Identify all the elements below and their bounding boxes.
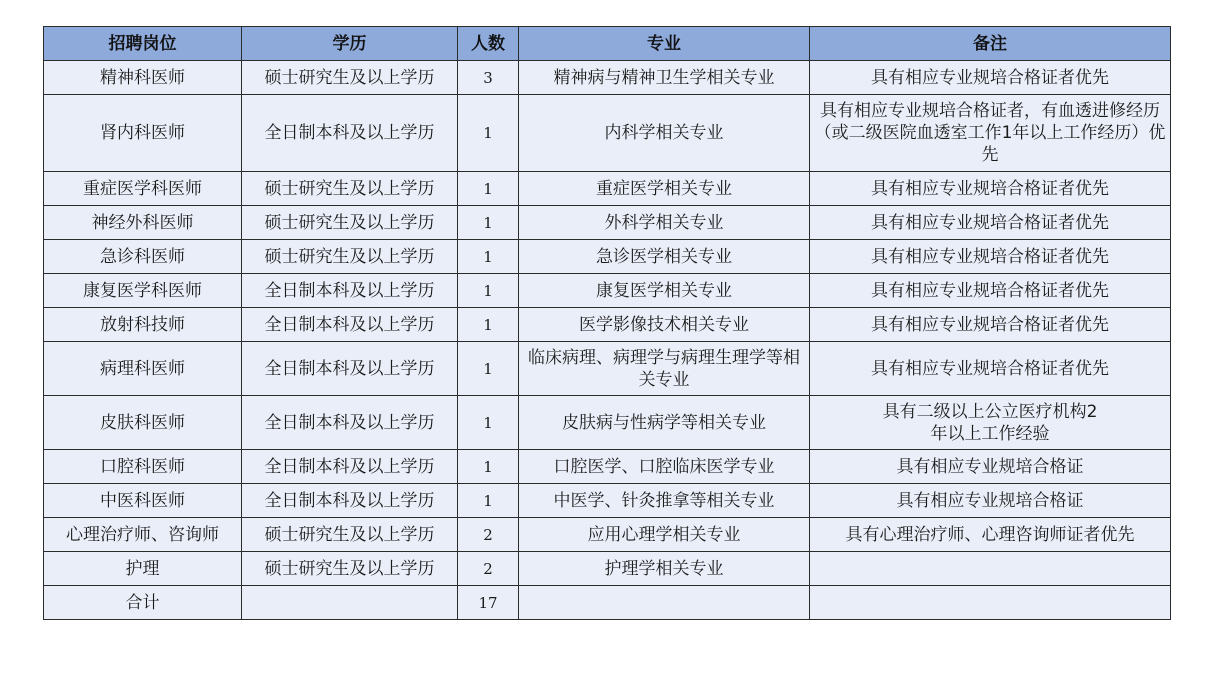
cell-count: 1 [458, 172, 519, 206]
table-row [44, 308, 1171, 342]
cell-count: 3 [458, 61, 519, 95]
cell-position: 康复医学科医师 [44, 274, 242, 308]
cell-total-label: 合计 [44, 586, 242, 620]
cell-position: 神经外科医师 [44, 206, 242, 240]
cell-major: 应用心理学相关专业 [519, 518, 810, 552]
cell-note [810, 586, 1171, 620]
table-row [44, 552, 1171, 586]
cell-education: 全日制本科及以上学历 [242, 274, 458, 308]
cell-major: 康复医学相关专业 [519, 274, 810, 308]
cell-note: 具有相应专业规培合格证者优先 [810, 206, 1171, 240]
cell-count: 1 [458, 240, 519, 274]
cell-major: 临床病理、病理学与病理生理学等相关专业 [519, 342, 810, 396]
cell-note: 具有相应专业规培合格证者优先 [810, 342, 1171, 396]
header-count: 人数 [458, 27, 519, 61]
table-row [44, 450, 1171, 484]
cell-position: 肾内科医师 [44, 95, 242, 172]
cell-major: 护理学相关专业 [519, 552, 810, 586]
cell-count: 2 [458, 518, 519, 552]
cell-position: 口腔科医师 [44, 450, 242, 484]
table-row [44, 396, 1171, 450]
header-note: 备注 [810, 27, 1171, 61]
cell-position: 心理治疗师、咨询师 [44, 518, 242, 552]
table-row [44, 240, 1171, 274]
header-major: 专业 [519, 27, 810, 61]
cell-major: 精神病与精神卫生学相关专业 [519, 61, 810, 95]
cell-note: 具有相应专业规培合格证者优先 [810, 61, 1171, 95]
cell-position: 精神科医师 [44, 61, 242, 95]
cell-position: 急诊科医师 [44, 240, 242, 274]
cell-education: 全日制本科及以上学历 [242, 396, 458, 450]
cell-note: 具有相应专业规培合格证 [810, 484, 1171, 518]
cell-education: 全日制本科及以上学历 [242, 342, 458, 396]
cell-education: 硕士研究生及以上学历 [242, 552, 458, 586]
cell-note: 具有相应专业规培合格证者优先 [810, 274, 1171, 308]
cell-major: 急诊医学相关专业 [519, 240, 810, 274]
cell-major: 重症医学相关专业 [519, 172, 810, 206]
cell-major: 内科学相关专业 [519, 95, 810, 172]
cell-major: 口腔医学、口腔临床医学专业 [519, 450, 810, 484]
cell-major [519, 586, 810, 620]
table-row [44, 61, 1171, 95]
cell-education: 硕士研究生及以上学历 [242, 61, 458, 95]
header-position: 招聘岗位 [44, 27, 242, 61]
cell-note: 具有相应专业规培合格证 [810, 450, 1171, 484]
cell-count: 1 [458, 274, 519, 308]
cell-count: 1 [458, 206, 519, 240]
cell-major: 医学影像技术相关专业 [519, 308, 810, 342]
cell-note: 具有二级以上公立医疗机构2年以上工作经验 [810, 396, 1171, 450]
cell-education: 全日制本科及以上学历 [242, 450, 458, 484]
cell-count: 2 [458, 552, 519, 586]
table-row [44, 206, 1171, 240]
cell-education: 全日制本科及以上学历 [242, 95, 458, 172]
table-row [44, 95, 1171, 172]
cell-note: 具有相应专业规培合格证者优先 [810, 240, 1171, 274]
cell-education: 全日制本科及以上学历 [242, 308, 458, 342]
cell-education: 硕士研究生及以上学历 [242, 172, 458, 206]
cell-education: 全日制本科及以上学历 [242, 484, 458, 518]
cell-education: 硕士研究生及以上学历 [242, 518, 458, 552]
table-row [44, 518, 1171, 552]
cell-major: 中医学、针灸推拿等相关专业 [519, 484, 810, 518]
table-row [44, 172, 1171, 206]
cell-note: 具有心理治疗师、心理咨询师证者优先 [810, 518, 1171, 552]
cell-count: 1 [458, 396, 519, 450]
cell-position: 放射科技师 [44, 308, 242, 342]
cell-total-count: 17 [458, 586, 519, 620]
cell-position: 重症医学科医师 [44, 172, 242, 206]
cell-position: 病理科医师 [44, 342, 242, 396]
table-row [44, 342, 1171, 396]
cell-education [242, 586, 458, 620]
cell-count: 1 [458, 308, 519, 342]
cell-note [810, 552, 1171, 586]
cell-position: 中医科医师 [44, 484, 242, 518]
table-row [44, 274, 1171, 308]
cell-count: 1 [458, 484, 519, 518]
table-header-row [44, 27, 1171, 61]
cell-education: 硕士研究生及以上学历 [242, 240, 458, 274]
cell-count: 1 [458, 342, 519, 396]
cell-position: 皮肤科医师 [44, 396, 242, 450]
cell-note: 具有相应专业规培合格证者，有血透进修经历（或二级医院血透室工作1年以上工作经历）优先 [810, 95, 1171, 172]
header-education: 学历 [242, 27, 458, 61]
cell-education: 硕士研究生及以上学历 [242, 206, 458, 240]
cell-note: 具有相应专业规培合格证者优先 [810, 308, 1171, 342]
cell-note: 具有相应专业规培合格证者优先 [810, 172, 1171, 206]
cell-major: 皮肤病与性病学等相关专业 [519, 396, 810, 450]
cell-count: 1 [458, 450, 519, 484]
table-row [44, 484, 1171, 518]
cell-count: 1 [458, 95, 519, 172]
cell-major: 外科学相关专业 [519, 206, 810, 240]
cell-position: 护理 [44, 552, 242, 586]
table-total-row [44, 586, 1171, 620]
recruitment-table [43, 26, 1171, 620]
